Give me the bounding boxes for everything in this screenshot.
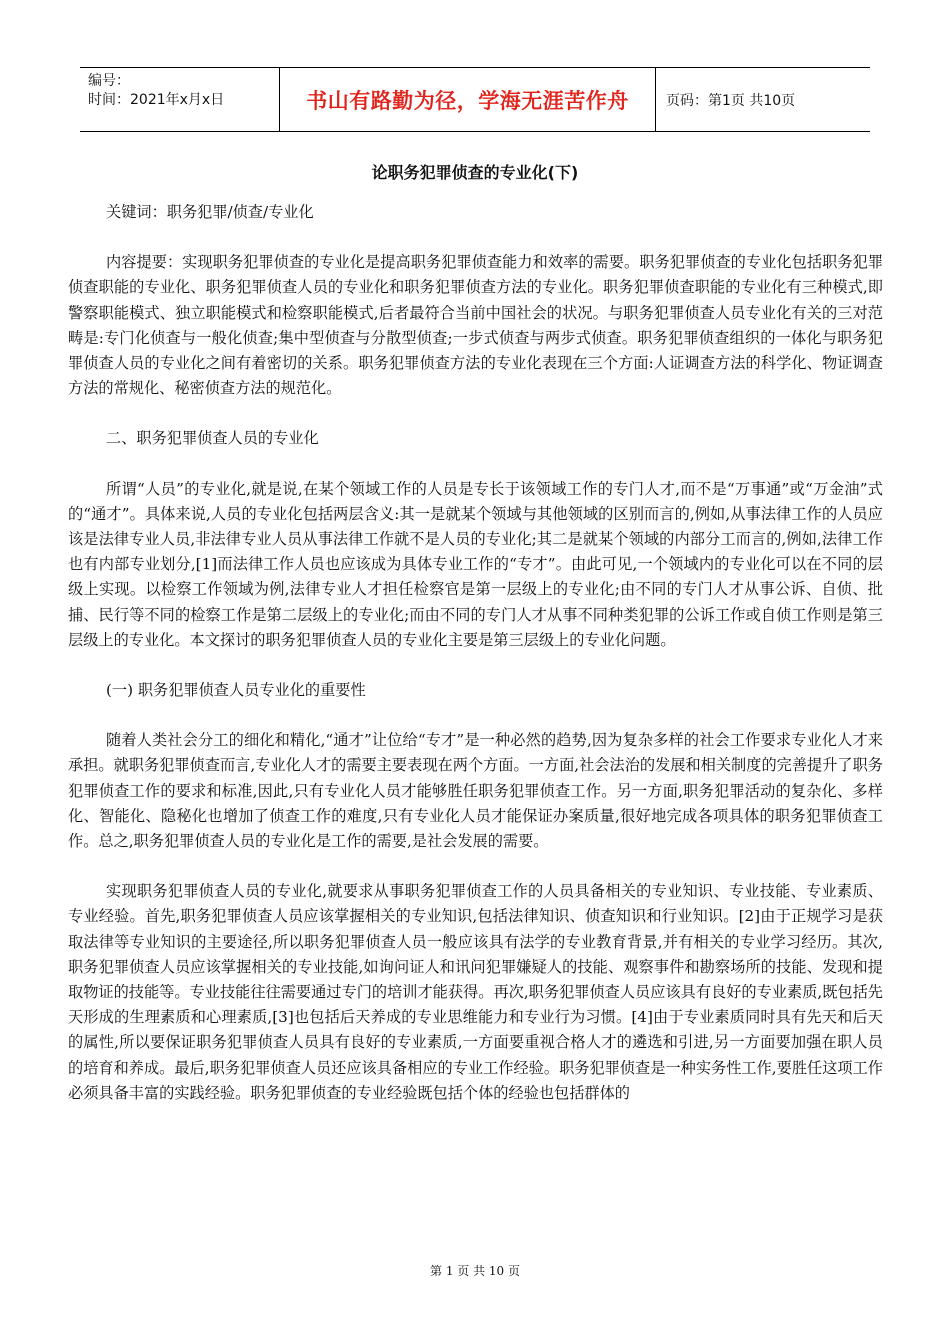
abstract-paragraph: 内容提要：实现职务犯罪侦查的专业化是提高职务犯罪侦查能力和效率的需要。职务犯罪侦查的专业化包括职务犯罪侦查职能的专业化、职务犯罪侦查人员的专业化和职务犯罪侦查方法的专业化。职务犯罪侦查职能的专业化有三种模式,即警察职能模式、独立职能模式和检察职能模式,后者最符合当前中国社会的状况。与职务犯罪侦查人员专业化有关的三对范畴是:专门化侦查与一般化侦查;集中型侦查与分散型侦查;一步式侦查与两步式侦查。职务犯罪侦查组织的一体化与职务犯罪侦查人员的专业化之间有着密切的关系。职务犯罪侦查方法的专业化表现在三个方面:人证调查方法的科学化、物证调查方法的常规化、秘密侦查方法的规范化。 (68, 253, 883, 398)
body-paragraph: 实现职务犯罪侦查人员的专业化,就要求从事职务犯罪侦查工作的人员具备相关的专业知识、专业技能、专业素质、专业经验。首先,职务犯罪侦查人员应该掌握相关的专业知识,包括法律知识、侦查知识和行业知识。[2]由于正规学习是获取法律等专业知识的主要途径,所以职务犯罪侦查人员一般应该具有法学的专业教育背景,并有相关的专业学习经历。其次,职务犯罪侦查人员应该掌握相关的专业技能,如询问证人和讯问犯罪嫌疑人的技能、观察事件和勘察场所的技能、发现和提取物证的技能等。专业技能往往需要通过专门的培训才能获得。再次,职务犯罪侦查人员应该具有良好的专业素质,既包括先天形成的生理素质和心理素质,[3]也包括后天养成的专业思维能力和专业行为习惯。[4]由于专业素质同时具有先天和后天的属性,所以要保证职务犯罪侦查人员具有良好的专业素质,一方面要重视合格人才的遴选和引进,另一方面要加强在职人员的培育和养成。最后,职务犯罪侦查人员还应该具备相应的专业工作经验。职务犯罪侦查是一种实务性工作,要胜任这项工作必须具备丰富的实践经验。职务犯罪侦查的专业经验既包括个体的经验也包括群体的 (68, 882, 883, 1102)
document-title: 论职务犯罪侦查的专业化(下) (371, 163, 579, 182)
section-heading: 二、职务犯罪侦查人员的专业化 (106, 429, 319, 448)
header-meta (80, 68, 280, 131)
body-paragraph: 所谓“人员”的专业化,就是说,在某个领域工作的人员是专长于该领域工作的专门人才,而不是“万事通”或“万金油”式的“通才”。具体来说,人员的专业化包括两层含义:其一是就某个领域与其他领域的区别而言的,例如,从事法律工作的人员应该是法律专业人员,非法律专业人员从事法律工作就不是人员的专业化;其二是就某个领域的内部分工而言的,例如,法律工作也有内部专业划分,[1]而法律工作人员也应该成为具体专业工作的“专才”。由此可见,一个领域内的专业化可以在不同的层级上实现。以检察工作领域为例,法律专业人才担任检察官是第一层级上的专业化;由不同的专门人才从事公诉、自侦、批捕、民行等不同的检察工作是第二层级上的专业化;而由不同的专门人才从事不同种类犯罪的公诉工作或自侦工作则是第三层级上的专业化。本文探讨的职务犯罪侦查人员的专业化主要是第三层级上的专业化问题。 (68, 479, 883, 649)
header-page-info: 页码：第1页 共10页 (666, 92, 796, 109)
document-time-label: 时间：2021年x月x日 (88, 92, 225, 108)
header-motto: 书山有路勤为径，学海无涯苦作舟 (280, 68, 656, 131)
keywords-paragraph: 关键词：职务犯罪/侦查/专业化 (106, 203, 314, 221)
document-header (80, 67, 870, 132)
document-number-label: 编号： (88, 73, 130, 89)
body-paragraph: 随着人类社会分工的细化和精化,“通才”让位给“专才”是一种必然的趋势,因为复杂多样的社会工作要求专业化人才来承担。就职务犯罪侦查而言,专业化人才的需要主要表现在两个方面。一方面,社会法治的发展和相关制度的完善提升了职务犯罪侦查工作的要求和标准,因此,只有专业化人员才能够胜任职务犯罪侦查工作。另一方面,职务犯罪活动的复杂化、多样化、智能化、隐秘化也增加了侦查工作的难度,只有专业化人员才能保证办案质量,很好地完成各项具体的职务犯罪侦查工作。总之,职务犯罪侦查人员的专业化是工作的需要,是社会发展的需要。 (68, 731, 883, 851)
subsection-heading: (一) 职务犯罪侦查人员专业化的重要性 (106, 681, 366, 700)
document-body (68, 200, 883, 1131)
page-footer: 第 1 页 共 10 页 (430, 1264, 520, 1278)
